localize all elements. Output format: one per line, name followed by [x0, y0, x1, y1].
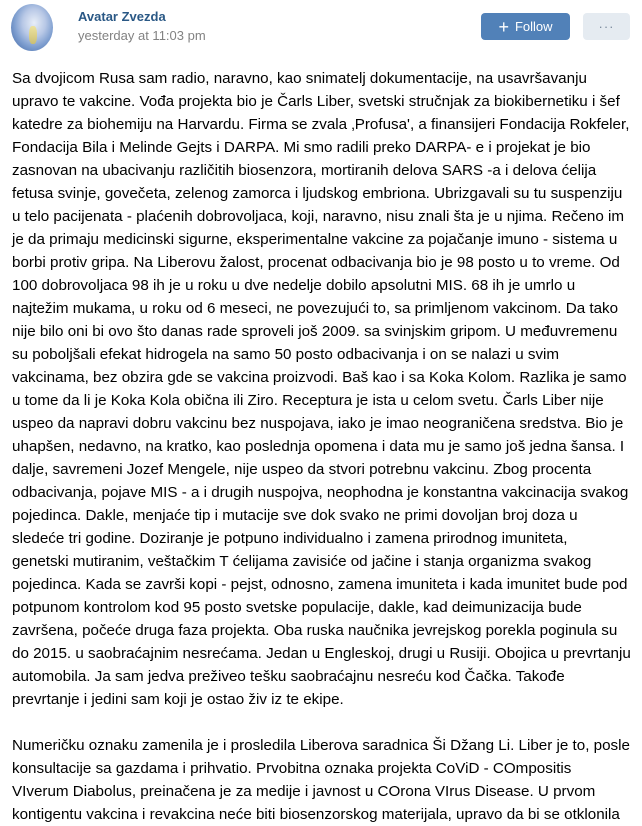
text-line: pojedinca. Dakle, menjaće tip i mutacije sve dok svako ne primi dovoljan broj doza u	[12, 507, 578, 524]
avatar[interactable]	[11, 4, 53, 51]
text-line: Fondacija Bila i Melinde Gejts i DARPA. Mi smo radili preko DARPA- e i projekat je bio	[12, 139, 591, 156]
text-line: pojedinca. Kada se završi kopi - pejst, odnosno, zamena imuniteta i kada imunitet bude pod	[12, 576, 628, 593]
text-line: uspeo da napravi dobru vakcinu bez nuspojava, iako je imao neograničena sredstva. Bio je	[12, 415, 624, 432]
text-line: u tome da li je Koka Kola obična ili Ziro. Receptura je ista u celom svetu. Čarls Liber nije	[12, 392, 604, 409]
post-text	[12, 67, 637, 826]
text-line: vakcinama, bez obzira gde se vakcina proizvodi. Baš kao i sa Koka Kolom. Razlika je samo	[12, 369, 627, 386]
text-line: borbi protiv gripa. Na Liberovu žalost, procenat odbacivanja bio je 98 posto u to vreme. Od	[12, 254, 620, 271]
text-line: je da primaju medicinski sigurne, eksperimentalne vakcine za pojačanje imuno - sistema u	[12, 231, 618, 248]
text-line: Numeričku oznaku zamenila je i prosledila Liberova saradnica Ši Džang Li. Liber je to, posle	[12, 737, 630, 754]
post-time[interactable]: yesterday at 11:03 pm	[78, 28, 206, 43]
more-icon: ···	[598, 19, 615, 34]
text-line: nije bilo oni bi ovo što danas rade sproveli još 2009. sa svinjskim gripom. U međuvremenu	[12, 323, 618, 340]
text-line: genetski mutiranim, veštačkim T ćelijama zavisiće od jačine i stanja organizma svakog	[12, 553, 592, 570]
more-options-button[interactable]	[583, 13, 630, 40]
post-paragraph	[12, 67, 637, 711]
text-line: konsultacije sa gazdama i prihvatio. Prvobitna oznaka projekta CoViD - COmpositis	[12, 760, 572, 777]
text-line: fetusa svinje, govečeta, zelenog zamorca i ljudskog embriona. Ubrizgavali su tu suspenziju	[12, 185, 623, 202]
plus-icon: +	[498, 16, 509, 37]
text-line: najtežim mukama, u roku od 6 meseci, ne povezujući to, sa primljenom vakcinom. Da tako	[12, 300, 619, 317]
text-line: uhapšen, nedavno, na kratko, kao poslednja opomena i data mu je samo još jedna šansa. I	[12, 438, 625, 455]
text-line: potpunom kontrolom kod 95 posto svetske populacije, dakle, kad deimunizacija bude	[12, 599, 582, 616]
post-paragraph	[12, 734, 637, 826]
text-line: odbacivanja, pojave MIS - a i drugih nuspojva, neophodna je konstantna vakcinacija svakog	[12, 484, 629, 501]
text-line: VIverum Diabolus, preinačena je za medije i javnost u COrona VIrus Disease. U prvom	[12, 783, 596, 800]
text-line: dalje, savremeni Jozef Mengele, nije uspeo da stvori potrebnu vakcinu. Zbog procenta	[12, 461, 592, 478]
text-line: upravo te vakcine. Vođa projekta bio je Čarls Liber, svetski stručnjak za biokibernetiku i šef	[12, 93, 620, 110]
text-line: Sa dvojicom Rusa sam radio, naravno, kao snimatelj dokumentacije, na usavršavanju	[12, 70, 587, 87]
text-line: u telo pacijenata - plaćenih dobrovoljaca, koji, naravno, nisu znali šta je u njima. Rečeno im	[12, 208, 625, 225]
text-line: katedre za biohemiju na Harvardu. Firma se zvala ‚Profusa', a finansijeri Fondacija Rokfeler,	[12, 116, 630, 133]
paragraph-gap	[12, 711, 637, 734]
text-line: zasnovan na ubacivanju različitih biosenzora, mortiranih delova SARS -a i delova ćelija	[12, 162, 597, 179]
author-name[interactable]: Avatar Zvezda	[78, 9, 166, 24]
text-line: sledeće tri godine. Doziranje je potpuno individualno i zamena prirodnog imuniteta,	[12, 530, 568, 547]
text-line: prevrtanje i jedini sam koji je ostao živ iz te ekipe.	[12, 691, 344, 708]
follow-label: Follow	[514, 19, 553, 34]
text-line: do 2015. u saobraćajnim nesrećama. Jedan u Engleskoj, drugi u Rusiji. Obojica u prevrtanju	[12, 645, 631, 662]
text-line: završena, počeće druga faza projekta. Oba ruska naučnika jevrejskog porekla poginula su	[12, 622, 618, 639]
follow-button[interactable]	[481, 13, 570, 40]
text-line: automobila. Ja sam jedva preživeo tešku saobraćajnu nesreću kod Čačka. Takođe	[12, 668, 565, 685]
text-line: kontigentu vakcina i revakcina neće biti biosenzorskog materijala, upravo da bi se otklonila	[12, 806, 620, 823]
text-line: 100 dobrovoljaca 98 ih je u roku u dve nedelje dobilo apsolutni MIS. 68 ih je umrlo u	[12, 277, 576, 294]
text-line: su poboljšali efekat hidrogela na samo 50 posto odbacivanja i on se nalazi u svim	[12, 346, 560, 363]
